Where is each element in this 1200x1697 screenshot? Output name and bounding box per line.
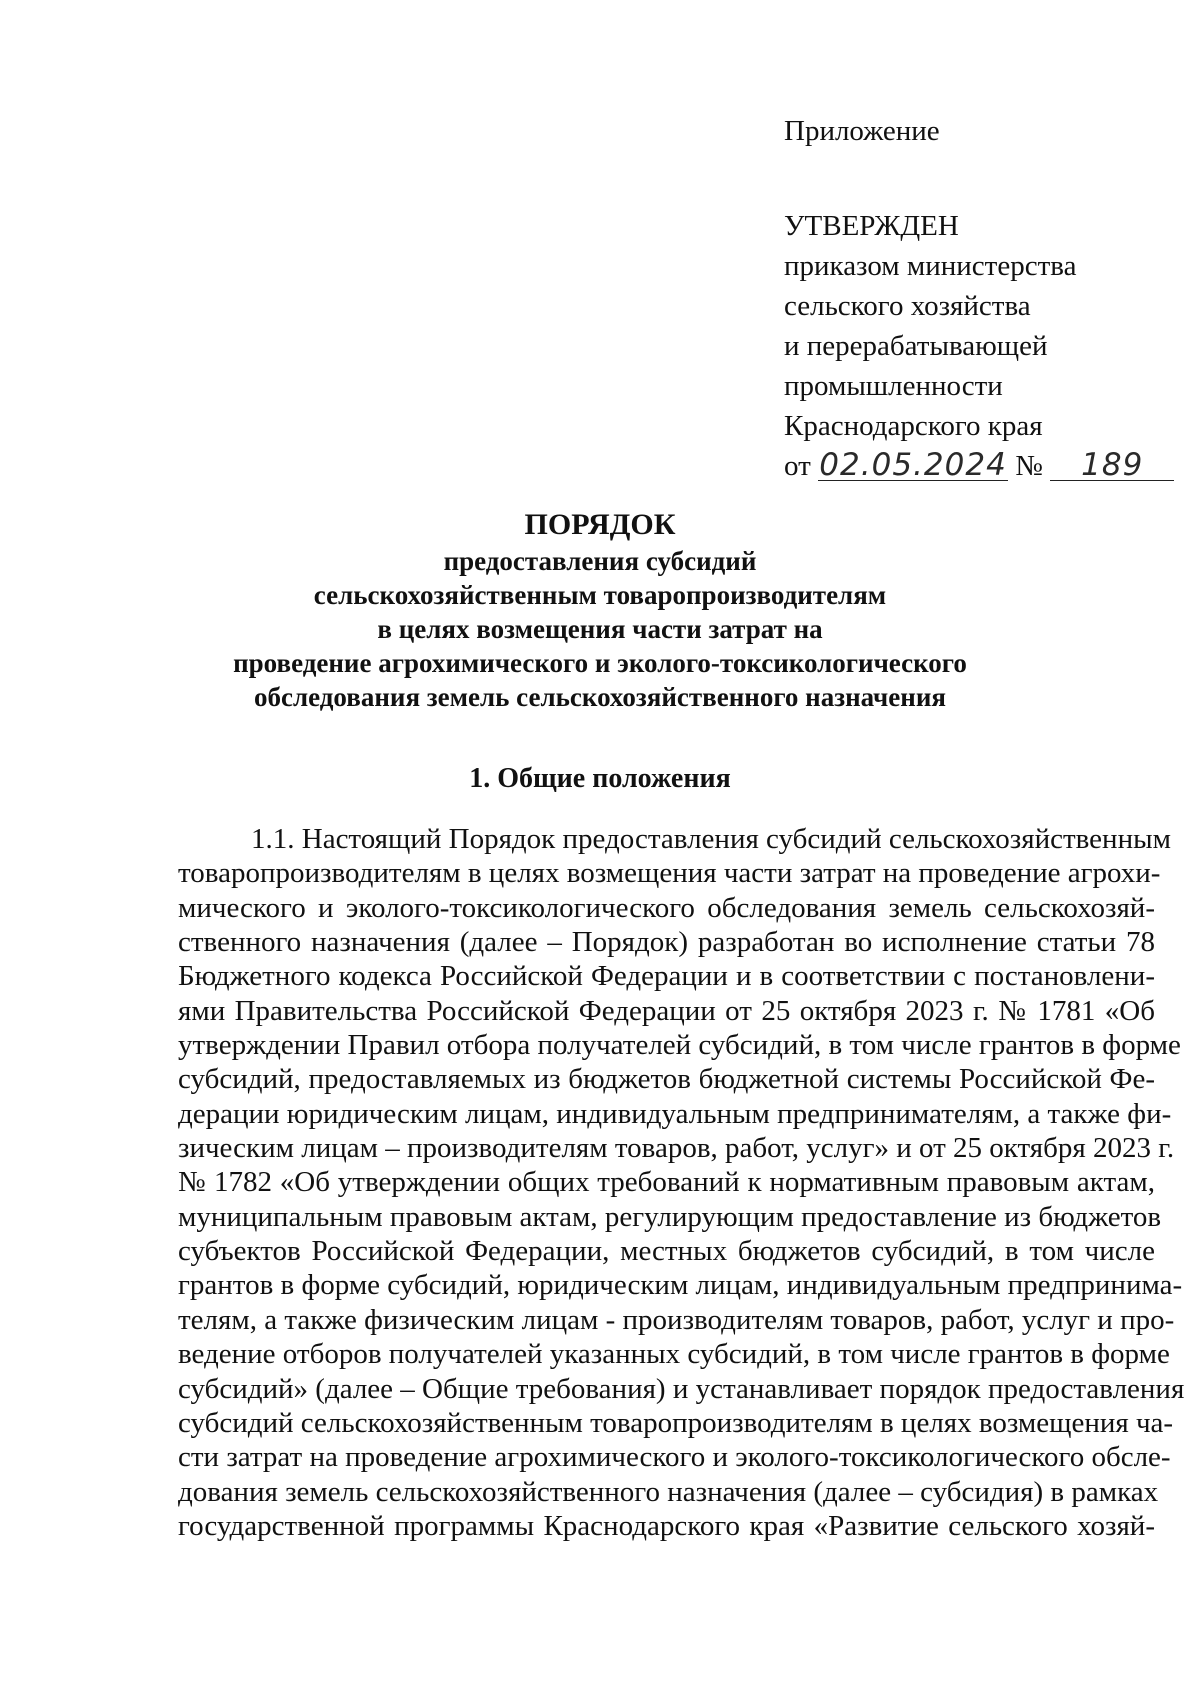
body-line: 1.1. Настоящий Порядок предоставления субсидий сельскохозяйственным [251, 823, 1171, 855]
body-paragraph [178, 822, 1185, 1543]
title-main: ПОРЯДОК [524, 508, 676, 541]
body-line: мического и эколого-токсикологического обследования земель сельскохозяй- [178, 891, 1155, 924]
title-line: предоставления субсидий [443, 546, 757, 576]
handwritten-number: 189 [1050, 447, 1174, 483]
title-line: проведение агрохимического и эколого-токсикологического [233, 648, 967, 678]
body-line: субсидий сельскохозяйственным товаропроизводителям в целях возмещения ча- [178, 1406, 1174, 1439]
body-line: субсидий» (далее – Общие требования) и устанавливает порядок предоставления [178, 1372, 1185, 1405]
section-heading: 1. Общие положения [469, 763, 731, 794]
date-prefix: от [784, 450, 811, 482]
body-line: сти затрат на проведение агрохимического и эколого-токсикологического обсле- [178, 1441, 1171, 1474]
document-title [200, 506, 1000, 714]
approval-line: промышленности [784, 370, 1003, 402]
order-reference [784, 446, 1164, 486]
body-line: дерации юридическим лицам, индивидуальным предпринимателям, а также фи- [178, 1097, 1172, 1130]
approval-line: сельского хозяйства [784, 290, 1031, 322]
approval-line: приказом министерства [784, 250, 1077, 282]
body-line: утверждении Правил отбора получателей субсидий, в том числе грантов в форме [178, 1029, 1181, 1062]
approval-heading: УТВЕРЖДЕН [784, 210, 959, 242]
body-line: муниципальным правовым актам, регулирующим предоставление из бюджетов [178, 1200, 1162, 1233]
body-line: № 1782 «Об утверждении общих требований к нормативным правовым актам, [178, 1166, 1155, 1199]
body-line: государственной программы Краснодарского края «Развитие сельского хозяй- [178, 1509, 1155, 1542]
approval-line: и перерабатывающей [784, 330, 1048, 362]
approval-line: Краснодарского края [784, 410, 1043, 442]
body-line: товаропроизводителям в целях возмещения части затрат на проведение агрохи- [178, 857, 1161, 890]
body-line: грантов в форме субсидий, юридическим лицам, индивидуальным предпринима- [178, 1269, 1183, 1302]
body-line: ведение отборов получателей указанных субсидий, в том числе грантов в форме [178, 1338, 1170, 1371]
handwritten-date: 02.05.2024 [819, 447, 1007, 483]
appendix-label: Приложение [784, 115, 940, 147]
title-line: обследования земель сельскохозяйственного назначения [254, 682, 946, 712]
body-line: ями Правительства Российской Федерации от 25 октября 2023 г. № 1781 «Об [178, 994, 1155, 1027]
body-line: телям, а также физическим лицам - производителям товаров, работ, услуг и про- [178, 1303, 1175, 1336]
body-line: ственного назначения (далее – Порядок) разработан во исполнение статьи 78 [178, 926, 1155, 959]
body-line: зическим лицам – производителям товаров, работ, услуг» и от 25 октября 2023 г. [178, 1132, 1175, 1165]
body-line: субъектов Российской Федерации, местных бюджетов субсидий, в том числе [178, 1235, 1155, 1268]
body-line: дования земель сельскохозяйственного назначения (далее – субсидия) в рамках [178, 1475, 1159, 1508]
body-line: Бюджетного кодекса Российской Федерации и в соответствии с постановлени- [178, 960, 1155, 993]
title-line: в целях возмещения части затрат на [377, 614, 823, 644]
number-prefix: № [1015, 450, 1043, 482]
title-line: сельскохозяйственным товаропроизводителям [313, 580, 887, 610]
body-line: субсидий, предоставляемых из бюджетов бюджетной системы Российской Фе- [178, 1063, 1155, 1096]
approval-stamp-block [784, 206, 1164, 486]
